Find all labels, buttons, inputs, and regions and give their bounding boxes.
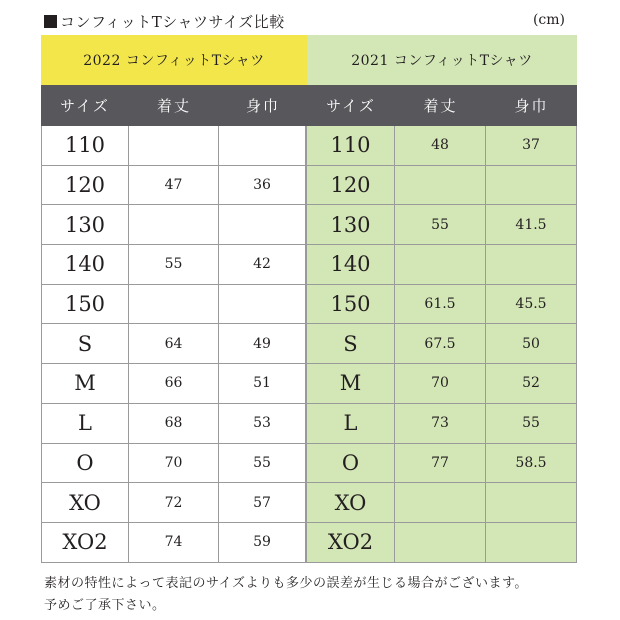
cell-width-2022 [219,285,307,325]
cell-size-2021: L [307,404,395,444]
product-2022-header: 2022 コンフィットTシャツ [41,35,307,85]
cell-size-2022: XO2 [41,523,129,563]
col-size-2022: サイズ [60,97,110,115]
product-header-row [41,35,577,85]
cell-size-2022: 150 [41,285,129,325]
cell-width-2021: 52 [486,364,577,404]
cell-size-2021: 150 [307,285,395,325]
cell-length-2022 [129,205,219,245]
cell-length-2021: 77 [395,444,486,484]
cell-size-2021: XO2 [307,523,395,563]
cell-width-2022: 57 [219,483,307,523]
cell-size-2022: 130 [41,205,129,245]
title-text: コンフィットTシャツサイズ比較 [60,12,285,31]
cell-length-2022: 74 [129,523,219,563]
cell-size-2021: 110 [307,126,395,166]
product-2021-header: 2021 コンフィットTシャツ [307,35,577,85]
cell-size-2022: M [41,364,129,404]
cell-length-2022: 68 [129,404,219,444]
cell-length-2021 [395,523,486,563]
cell-size-2021: S [307,324,395,364]
col-width-2021: 身巾 [514,97,549,115]
col-length-2021: 着丈 [423,97,458,115]
cell-length-2021: 55 [395,205,486,245]
table-body [41,126,577,563]
cell-length-2022: 70 [129,444,219,484]
cell-width-2021: 45.5 [486,285,577,325]
cell-size-2021: M [307,364,395,404]
table-row [41,166,577,206]
table-row [41,245,577,285]
cell-length-2021 [395,166,486,206]
cell-length-2021: 48 [395,126,486,166]
table-row [41,126,577,166]
cell-width-2022: 59 [219,523,307,563]
cell-width-2021: 58.5 [486,444,577,484]
cell-length-2022: 47 [129,166,219,206]
cell-size-2022: S [41,324,129,364]
table-row [41,205,577,245]
table-row [41,444,577,484]
column-header-row [41,85,577,126]
size-comparison-table [41,35,577,563]
unit-label: (cm) [532,12,565,28]
table-row [41,483,577,523]
cell-width-2021: 41.5 [486,205,577,245]
cell-width-2021 [486,483,577,523]
table-row [41,364,577,404]
cell-size-2021: 120 [307,166,395,206]
col-length-2022: 着丈 [156,97,191,115]
cell-size-2022: XO [41,483,129,523]
black-square-icon [44,15,57,28]
cell-width-2021: 37 [486,126,577,166]
cell-length-2022: 55 [129,245,219,285]
cell-length-2022 [129,285,219,325]
cell-width-2021: 55 [486,404,577,444]
table-row [41,285,577,325]
table-row [41,523,577,563]
cell-length-2021: 73 [395,404,486,444]
cell-length-2022: 64 [129,324,219,364]
disclaimer-note [44,573,604,617]
cell-length-2021 [395,245,486,285]
cell-size-2022: L [41,404,129,444]
cell-width-2022: 42 [219,245,307,285]
cell-width-2021 [486,523,577,563]
col-size-2021: サイズ [326,97,376,115]
cell-size-2022: 140 [41,245,129,285]
table-row [41,324,577,364]
cell-width-2022: 49 [219,324,307,364]
cell-size-2021: 140 [307,245,395,285]
cell-size-2022: 110 [41,126,129,166]
cell-length-2021: 67.5 [395,324,486,364]
table-row [41,404,577,444]
cell-width-2022 [219,126,307,166]
disclaimer-line-1: 素材の特性によって表記のサイズよりも多少の誤差が生じる場合がございます。 [44,576,528,591]
col-width-2022: 身巾 [245,97,280,115]
cell-length-2021 [395,483,486,523]
cell-size-2021: 130 [307,205,395,245]
cell-length-2022 [129,126,219,166]
cell-size-2022: 120 [41,166,129,206]
cell-width-2022: 53 [219,404,307,444]
cell-width-2022: 55 [219,444,307,484]
cell-length-2022: 72 [129,483,219,523]
cell-size-2021: O [307,444,395,484]
cell-width-2021 [486,166,577,206]
page-title [44,10,285,32]
disclaimer-line-2: 予めご了承下さい。 [44,598,166,613]
cell-length-2022: 66 [129,364,219,404]
cell-size-2021: XO [307,483,395,523]
cell-width-2022: 51 [219,364,307,404]
cell-width-2022 [219,205,307,245]
cell-width-2022: 36 [219,166,307,206]
cell-width-2021: 50 [486,324,577,364]
cell-length-2021: 61.5 [395,285,486,325]
cell-width-2021 [486,245,577,285]
cell-size-2022: O [41,444,129,484]
cell-length-2021: 70 [395,364,486,404]
